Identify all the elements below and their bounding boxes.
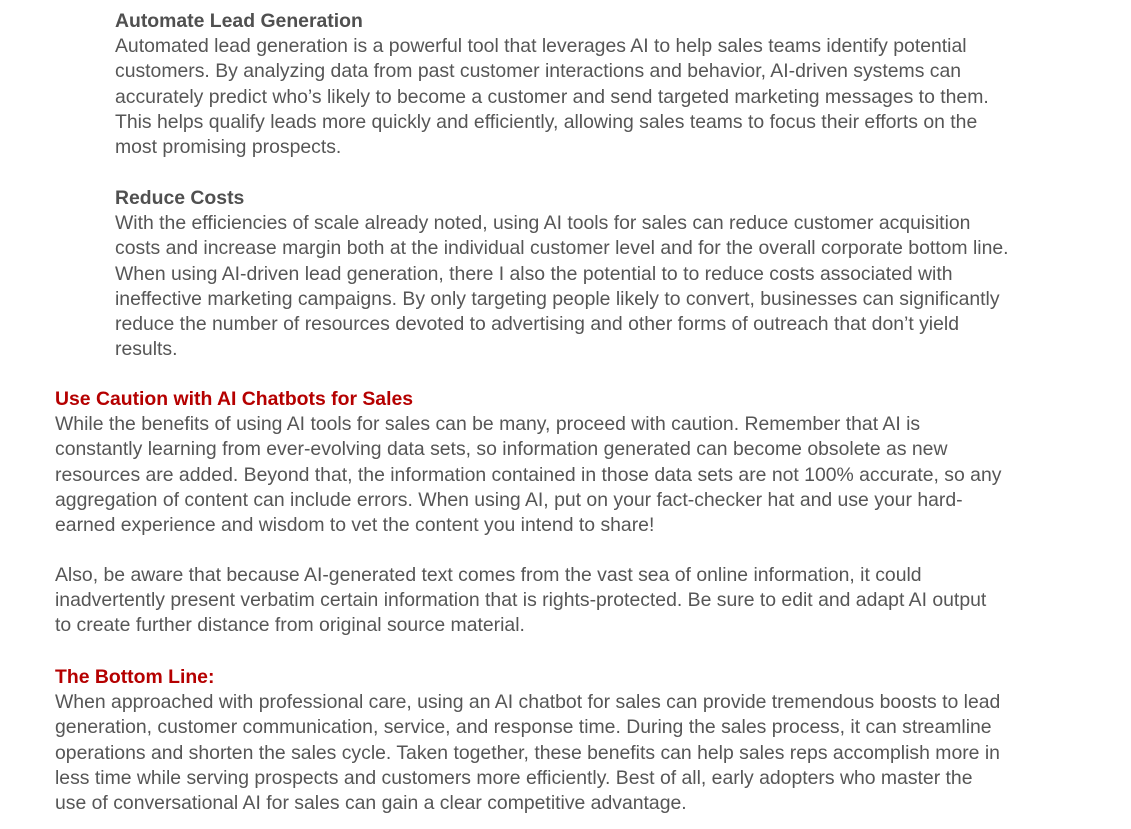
paragraph-line: accurately predict who’s likely to become a customer and send targeted marketing messages to them.: [115, 85, 989, 108]
paragraph-line: When approached with professional care, using an AI chatbot for sales can provide tremendous boosts to lead: [55, 691, 1001, 714]
section-paragraph: [115, 211, 1105, 362]
paragraph-line: inadvertently present verbatim certain information that is rights-protected. Be sure to edit and adapt AI output: [55, 589, 987, 612]
paragraph-line: most promising prospects.: [115, 136, 342, 159]
section-paragraph: [55, 563, 1105, 639]
paragraph-line: This helps qualify leads more quickly and efficiently, allowing sales teams to focus their efforts on the: [115, 110, 978, 133]
paragraph-line: less time while serving prospects and customers more efficiently. Best of all, early adopters who master the: [55, 766, 973, 789]
paragraph-line: ineffective marketing campaigns. By only targeting people likely to convert, businesses can significantly: [115, 287, 1000, 310]
paragraph-line: operations and shorten the sales cycle. Taken together, these benefits can help sales reps accomplish more in: [55, 741, 1000, 764]
section-heading: Automate Lead Generation: [115, 10, 363, 32]
paragraph-line: With the efficiencies of scale already noted, using AI tools for sales can reduce customer acquisition: [115, 212, 971, 235]
section-paragraph: [115, 34, 1105, 160]
paragraph-line: customers. By analyzing data from past customer interactions and behavior, AI-driven systems can: [115, 60, 962, 83]
paragraph-line: When using AI-driven lead generation, there I also the potential to to reduce costs associated with: [115, 262, 953, 285]
paragraph-line: use of conversational AI for sales can gain a clear competitive advantage.: [55, 792, 687, 815]
section-bottom-line: [55, 665, 1105, 816]
section-automate-lead-generation: [115, 9, 1105, 160]
section-heading: The Bottom Line:: [55, 666, 215, 688]
paragraph-line: Also, be aware that because AI-generated text comes from the vast sea of online information, it could: [55, 564, 922, 586]
paragraph-line: costs and increase margin both at the individual customer level and for the overall corporate bottom line.: [115, 237, 1009, 260]
paragraph-line: constantly learning from ever-evolving data sets, so information generated can become obsolete as new: [55, 438, 948, 461]
paragraph-line: resources are added. Beyond that, the information contained in those data sets are not 100% accurate, so any: [55, 463, 1002, 486]
paragraph-line: reduce the number of resources devoted to advertising and other forms of outreach that don’t yield: [115, 313, 959, 336]
paragraph-line: to create further distance from original source material.: [55, 614, 525, 637]
section-caution-paragraph-2: [55, 563, 1105, 639]
paragraph-line: generation, customer communication, service, and response time. During the sales process, it can streamline: [55, 716, 992, 739]
section-paragraph: [55, 412, 1105, 538]
paragraph-line: Automated lead generation is a powerful tool that leverages AI to help sales teams identify potential: [115, 35, 967, 58]
section-heading: Reduce Costs: [115, 187, 245, 209]
section-use-caution: [55, 387, 1105, 538]
paragraph-line: results.: [115, 338, 178, 361]
section-reduce-costs: [115, 186, 1105, 362]
paragraph-line: aggregation of content can include errors. When using AI, put on your fact-checker hat and use your hard-: [55, 488, 963, 511]
paragraph-line: While the benefits of using AI tools for sales can be many, proceed with caution. Remember that AI is: [55, 413, 921, 436]
section-paragraph: [55, 690, 1105, 816]
section-heading: Use Caution with AI Chatbots for Sales: [55, 388, 414, 410]
paragraph-line: earned experience and wisdom to vet the content you intend to share!: [55, 514, 655, 537]
